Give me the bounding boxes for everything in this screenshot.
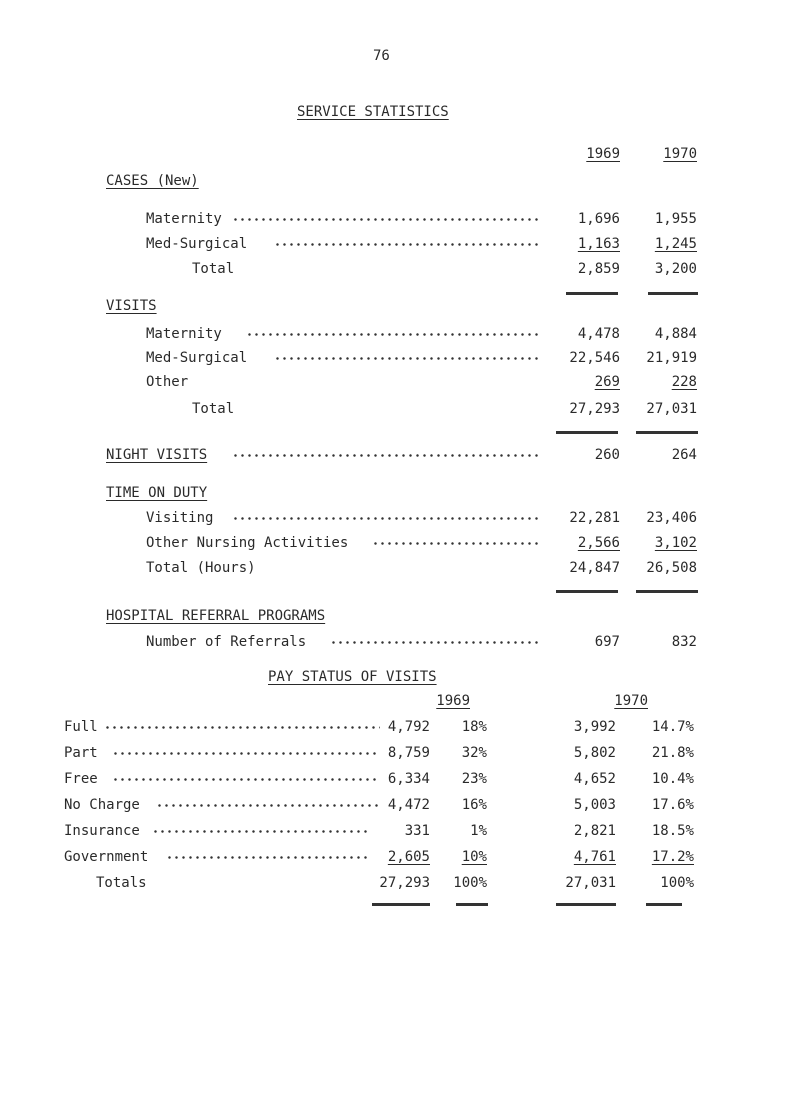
value-1969: 1,163	[577, 236, 620, 252]
pay-count-1969: 8,759	[387, 745, 430, 761]
pay-count-1970: 4,761	[573, 849, 616, 865]
pay-percent-1969: 18%	[461, 719, 487, 735]
value-1970: 832	[671, 634, 697, 650]
pay-row-label: Full	[64, 719, 98, 735]
pay-percent-1970: 100%	[660, 875, 694, 891]
row-label: Number of Referrals	[146, 634, 307, 650]
leader-dots	[274, 357, 540, 360]
pay-count-1970: 27,031	[565, 875, 616, 891]
leader-dots	[104, 726, 380, 729]
value-1969: 269	[594, 374, 620, 390]
leader-dots	[232, 517, 540, 520]
value-1969: 22,546	[569, 350, 620, 366]
double-underline	[372, 903, 430, 906]
value-1969: 260	[594, 447, 620, 463]
row-label-total: Total	[192, 401, 235, 417]
column-header-1970: 1970	[663, 146, 697, 162]
leader-dots	[156, 804, 380, 807]
section-heading-cases: CASES (New)	[106, 173, 199, 189]
double-underline	[456, 903, 488, 906]
section-heading-visits: VISITS	[106, 298, 157, 314]
section-heading-hospital-referral: HOSPITAL REFERRAL PROGRAMS	[106, 608, 326, 624]
leader-dots	[152, 830, 370, 833]
value-1970: 21,919	[646, 350, 697, 366]
pay-percent-1970: 17.2%	[651, 849, 694, 865]
pay-status-year-1970: 1970	[614, 693, 648, 709]
value-1969: 4,478	[577, 326, 620, 342]
pay-percent-1969: 23%	[461, 771, 487, 787]
leader-dots	[246, 333, 540, 336]
value-1970: 228	[671, 374, 697, 390]
value-1970: 4,884	[654, 326, 697, 342]
pay-percent-1970: 18.5%	[651, 823, 694, 839]
pay-percent-1969: 100%	[453, 875, 487, 891]
pay-count-1969: 4,472	[387, 797, 430, 813]
section-heading-time-on-duty: TIME ON DUTY	[106, 485, 208, 501]
value-1970: 3,200	[654, 261, 697, 277]
pay-count-1969: 331	[404, 823, 430, 839]
pay-percent-1969: 16%	[461, 797, 487, 813]
double-underline	[636, 590, 698, 593]
double-underline	[646, 903, 682, 906]
pay-row-label: Part	[64, 745, 98, 761]
row-label-total: Total	[192, 261, 235, 277]
pay-count-1969: 2,605	[387, 849, 430, 865]
row-label-total: Total (Hours)	[146, 560, 256, 576]
double-underline	[648, 292, 698, 295]
leader-dots	[112, 778, 380, 781]
value-1970: 3,102	[654, 535, 697, 551]
pay-count-1970: 5,003	[573, 797, 616, 813]
value-1970: 1,245	[654, 236, 697, 252]
value-1969: 24,847	[569, 560, 620, 576]
double-underline	[556, 431, 618, 434]
pay-count-1970: 5,802	[573, 745, 616, 761]
pay-percent-1970: 10.4%	[651, 771, 694, 787]
pay-percent-1969: 32%	[461, 745, 487, 761]
pay-row-label: No Charge	[64, 797, 140, 813]
value-1969: 27,293	[569, 401, 620, 417]
row-label: Other	[146, 374, 189, 390]
pay-percent-1970: 14.7%	[651, 719, 694, 735]
row-label: Other Nursing Activities	[146, 535, 349, 551]
double-underline	[566, 292, 618, 295]
section-heading-pay-status: PAY STATUS OF VISITS	[268, 669, 437, 685]
pay-count-1970: 2,821	[573, 823, 616, 839]
pay-percent-1969: 10%	[461, 849, 487, 865]
double-underline	[556, 903, 616, 906]
value-1969: 2,566	[577, 535, 620, 551]
value-1970: 23,406	[646, 510, 697, 526]
value-1970: 1,955	[654, 211, 697, 227]
pay-status-year-1969: 1969	[436, 693, 470, 709]
value-1969: 2,859	[577, 261, 620, 277]
pay-count-1969: 6,334	[387, 771, 430, 787]
pay-count-1969: 4,792	[387, 719, 430, 735]
section-heading-night-visits: NIGHT VISITS	[106, 447, 208, 463]
row-label: Visiting	[146, 510, 214, 526]
leader-dots	[372, 542, 540, 545]
row-label: Maternity	[146, 211, 222, 227]
value-1970: 26,508	[646, 560, 697, 576]
leader-dots	[330, 641, 540, 644]
leader-dots	[232, 454, 540, 457]
value-1970: 264	[671, 447, 697, 463]
pay-row-label: Government	[64, 849, 149, 865]
pay-percent-1969: 1%	[470, 823, 487, 839]
row-label: Maternity	[146, 326, 222, 342]
page-number: 76	[373, 48, 390, 64]
row-label: Med-Surgical	[146, 350, 248, 366]
value-1969: 1,696	[577, 211, 620, 227]
value-1970: 27,031	[646, 401, 697, 417]
pay-count-1969: 27,293	[379, 875, 430, 891]
row-label: Med-Surgical	[146, 236, 248, 252]
pay-count-1970: 3,992	[573, 719, 616, 735]
pay-row-label: Free	[64, 771, 98, 787]
double-underline	[636, 431, 698, 434]
leader-dots	[232, 218, 540, 221]
value-1969: 697	[594, 634, 620, 650]
pay-row-label: Insurance	[64, 823, 140, 839]
pay-row-label-totals: Totals	[96, 875, 147, 891]
pay-percent-1970: 17.6%	[651, 797, 694, 813]
leader-dots	[166, 856, 370, 859]
pay-percent-1970: 21.8%	[651, 745, 694, 761]
pay-count-1970: 4,652	[573, 771, 616, 787]
page-title: SERVICE STATISTICS	[297, 104, 449, 120]
value-1969: 22,281	[569, 510, 620, 526]
leader-dots	[112, 752, 380, 755]
leader-dots	[274, 243, 540, 246]
column-header-1969: 1969	[586, 146, 620, 162]
double-underline	[556, 590, 618, 593]
